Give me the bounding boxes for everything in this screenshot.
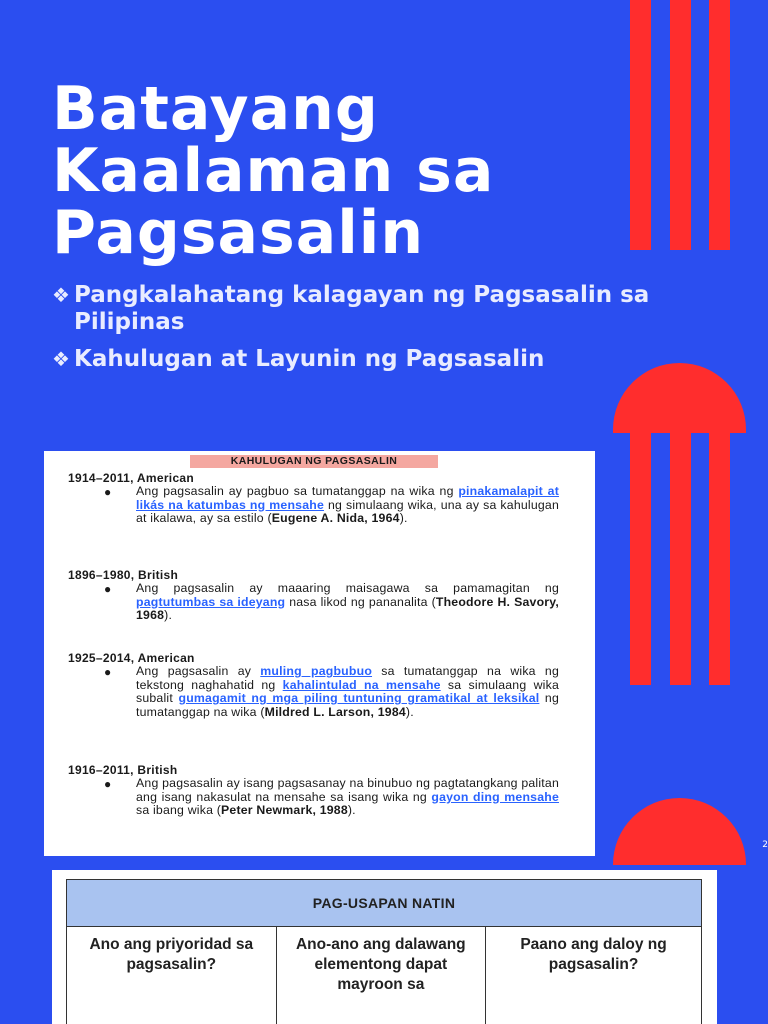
entry-heading: 1896–1980, British	[68, 568, 179, 582]
entry-heading: 1914–2011, American	[68, 471, 195, 485]
accent-stripe-4	[630, 433, 651, 685]
title-line-2: Kaalaman sa	[52, 136, 495, 206]
entry-text-run: ).	[405, 704, 414, 719]
entry-text	[136, 777, 559, 818]
diamond-bullet-icon: ❖	[52, 347, 70, 371]
slide-title	[52, 74, 572, 268]
definitions-document	[44, 451, 595, 856]
entry-text-run: ).	[399, 511, 408, 526]
entry-text-run: ).	[164, 608, 173, 623]
discussion-question: Ano ang priyoridad sa pagsasalin?	[67, 927, 277, 1024]
entry-text-run: sa tumatanggap na wika ng tekstong naghahatid ng	[136, 664, 560, 692]
citation: Peter Newmark, 1988	[221, 803, 348, 818]
entry-text-run: sa simulaang wika subalit	[136, 677, 559, 706]
bullet-dot-icon: ●	[104, 582, 112, 596]
accent-stripe-2	[670, 0, 691, 250]
topic-item: ❖ Kahulugan at Layunin ng Pagsasalin	[52, 346, 545, 372]
title-line-3: Pagsasalin	[52, 198, 425, 268]
bullet-dot-icon: ●	[104, 777, 112, 791]
discussion-table-header: PAG-USAPAN NATIN	[67, 880, 702, 927]
accent-stripe-1	[630, 0, 651, 250]
title-line-1: Batayang	[52, 74, 379, 144]
diamond-bullet-icon: ❖	[52, 283, 70, 307]
highlighted-phrase: muling pagbubuo	[260, 664, 373, 678]
entry-text-run: ng simulaang wika, una ay sa kahulugan at ikalawa, ay sa estilo (	[136, 497, 559, 526]
citation: Eugene A. Nida, 1964	[271, 511, 400, 526]
bullet-dot-icon: ●	[104, 485, 112, 499]
citation: Theodore H. Savory, 1968	[136, 594, 560, 623]
entry-text-run: sa ibang wika (	[136, 803, 222, 818]
highlighted-phrase: gumagamit ng mga piling tuntuning gramatikal at leksikal	[178, 691, 540, 706]
accent-stripe-6	[709, 433, 730, 685]
entry-text	[136, 665, 559, 719]
entry-text-run: ng tumatanggap na wika (	[136, 691, 559, 719]
citation: Mildred L. Larson, 1984	[264, 704, 406, 719]
entry-text-run: ).	[347, 803, 356, 818]
entry-text	[136, 485, 559, 526]
entry-text-run: Ang pagsasalin ay	[136, 664, 261, 678]
page-number: 2	[762, 840, 768, 850]
discussion-panel	[52, 870, 717, 1024]
entry-heading: 1925–2014, American	[68, 651, 195, 665]
highlighted-phrase: pinakamalapit at likás na katumbas ng mensahe	[136, 484, 560, 512]
discussion-table	[66, 879, 702, 1024]
accent-stripe-3	[709, 0, 730, 250]
accent-stripe-5	[670, 433, 691, 685]
entry-text	[136, 582, 559, 623]
entry-text-run: Ang pagsasalin ay isang pagsasanay na binubuo ng pagtatangkang palitan ang isang nakasulat na mensahe sa isang wika ng	[136, 776, 559, 804]
highlighted-phrase: kahalintulad na mensahe	[282, 677, 441, 692]
topic-item: ❖ Pangkalahatang kalagayan ng Pagsasalin sa Pilipinas	[52, 282, 650, 335]
entry-text-run: Ang pagsasalin ay pagbuo sa tumatanggap na wika ng	[136, 484, 459, 498]
accent-semicircle-lower	[613, 798, 746, 865]
document-heading: KAHULUGAN NG PAGSASALIN	[190, 455, 438, 468]
bullet-dot-icon: ●	[104, 665, 112, 679]
entry-text-run: Ang pagsasalin ay maaaring maisagawa sa pamamagitan ng	[136, 581, 559, 595]
discussion-question: Paano ang daloy ng pagsasalin?	[486, 927, 702, 1024]
topic-list	[52, 282, 692, 383]
discussion-question: Ano-ano ang dalawang elementong dapat mayroon sa	[276, 927, 486, 1024]
entry-heading: 1916–2011, British	[68, 763, 178, 777]
highlighted-phrase: pagtutumbas sa ideyang	[136, 594, 286, 609]
highlighted-phrase: gayon ding mensahe	[431, 789, 559, 804]
entry-text-run: nasa likod ng pananalita (	[285, 594, 436, 609]
